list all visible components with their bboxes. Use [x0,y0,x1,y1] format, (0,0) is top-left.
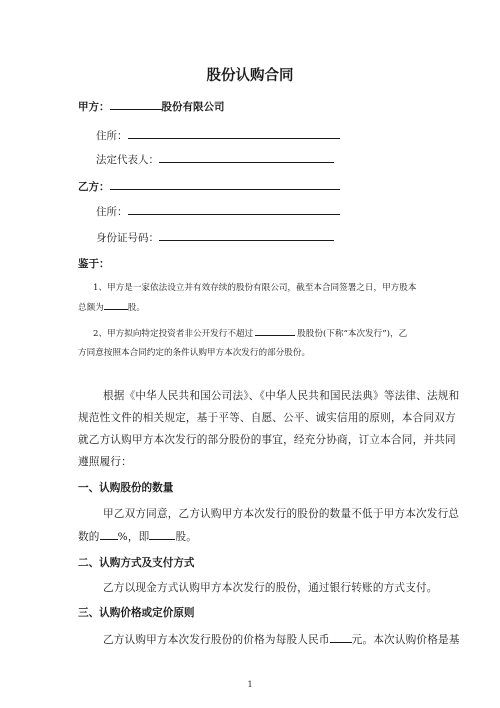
recital-2-prefix: 2、甲方拟向特定投资者非公开发行不超过 [93,329,254,339]
section-1-line1: 甲乙双方同意，乙方认购甲方本次发行的股份的数量不低于甲方本次发行总 [103,508,460,520]
section-1-suffix: 股。 [175,531,198,543]
party-b-line [78,178,340,194]
party-b-address-label: 住所： [96,206,128,218]
recital-1-blank [104,300,128,310]
section-1-line2 [78,528,197,544]
recital-1-suffix: 股。 [127,303,145,313]
party-b-name-blank [110,178,340,190]
recital-2-blank [255,326,295,336]
party-b-id-label: 身份证号码： [96,232,159,244]
party-a-label: 甲方： [78,101,110,113]
party-a-name-blank [110,98,162,110]
party-b-id-blank [159,229,334,241]
document-title: 股份认购合同 [206,68,294,84]
whereas-label: 鉴于： [78,258,110,270]
section-1-mid: %，即 [117,531,150,543]
recital-1-line1: 1、甲方是一家依法设立并有效存续的股份有限公司，截至本合同签署之日，甲方股本 [93,283,417,293]
section-2-line1: 乙方以现金方式认购甲方本次发行的股份，通过银行转账的方式支付。 [103,582,438,594]
section-3-heading: 三、认购价格或定价原则 [78,607,195,619]
recital-1-line2 [78,300,145,313]
recital-2-line1 [93,326,407,339]
preamble-line-4: 遵照履行： [78,456,132,468]
party-b-address-line [96,203,340,219]
party-b-address-blank [128,203,340,215]
section-3-prefix: 乙方认购甲方本次发行股份的价格为每股人民币 [103,634,330,646]
section-1-percent-blank [100,528,118,540]
recital-2-line2: 方同意按照本合同约定的条件认购甲方本次发行的部分股份。 [78,348,311,358]
party-a-suffix: 股份有限公司 [161,101,225,113]
preamble-line-3: 就乙方认购甲方本次发行的部分股份的事宜，经充分协商，订立本合同，并共同 [78,434,456,446]
section-1-prefix: 数的 [78,531,100,543]
preamble-line-1: 根据《中华人民共和国公司法》、《中华人民共和国民法典》等法律、法规和 [103,390,460,402]
recital-2-suffix: 股股份(下称“本次发行”)，乙 [297,329,408,339]
party-a-address-label: 住所： [96,130,128,142]
party-a-rep-blank [159,151,334,163]
section-1-shares-blank [149,528,175,540]
party-a-address-blank [128,127,340,139]
section-3-suffix: 元。本次认购价格是基 [351,634,460,646]
preamble-line-2: 规范性文件的相关规定，基于平等、自愿、公平、诚实信用的原则，本合同双方 [78,412,456,424]
party-a-address-line [96,127,340,143]
section-3-line1 [103,631,460,647]
party-a-rep-label: 法定代表人： [96,154,159,166]
party-b-id-line [96,229,334,245]
page-number: 1 [247,680,253,689]
section-2-heading: 二、认购方式及支付方式 [78,557,195,569]
section-3-price-blank [330,631,352,643]
party-a-line [78,98,225,114]
party-a-rep-line [96,151,334,167]
section-1-heading: 一、认购股份的数量 [78,482,174,494]
recital-1-prefix: 总额为 [78,303,104,313]
party-b-label: 乙方： [78,181,110,193]
